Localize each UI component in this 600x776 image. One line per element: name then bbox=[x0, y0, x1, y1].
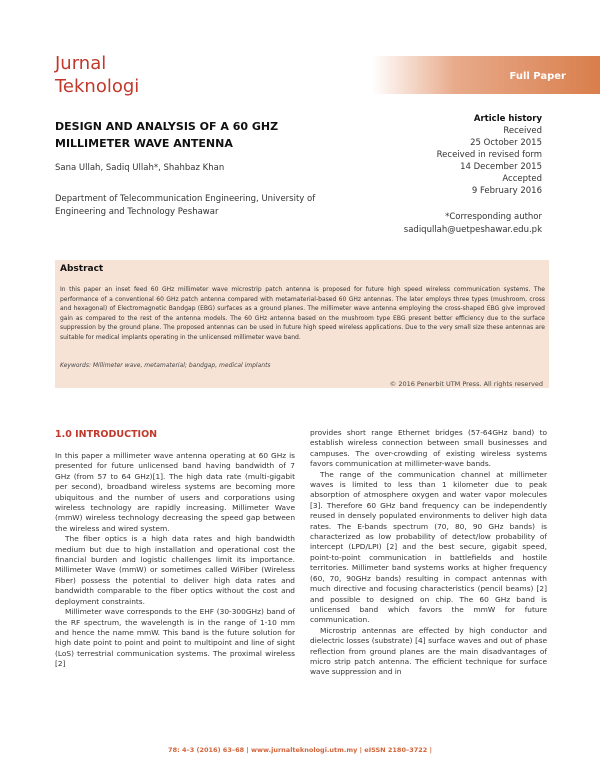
history-line: 14 December 2015 bbox=[460, 162, 542, 172]
paper-title: DESIGN AND ANALYSIS OF A 60 GHZ MILLIMETER WAVE ANTENNA bbox=[55, 120, 279, 150]
author-list: Sana Ullah, Sadiq Ullah*, Shahbaz Khan bbox=[55, 163, 225, 173]
journal-name-line2: Teknologi bbox=[55, 76, 140, 97]
history-line: Received in revised form bbox=[436, 150, 542, 160]
paragraph: The fiber optics is a high data rates and high bandwidth medium but due to high installation and operational cost the financial burden and logistic challenges limit its importance. Millimeter Wave (mmW) or sometimes called WiFiber (Wireless Fiber) possess the potential to deliver high data rates and bandwidth comparable to the fiber optics without the cost and deployment constraints. bbox=[55, 534, 295, 606]
paragraph: provides short range Ethernet bridges (57-64GHz band) to establish wireless connection between small businesses and campuses. The over-crowding of existing wireless systems favors communication at millimeter-wave bands. bbox=[310, 428, 547, 469]
corresponding-label: *Corresponding author bbox=[445, 212, 542, 222]
journal-logo bbox=[55, 52, 139, 98]
history-line: Received bbox=[503, 126, 542, 136]
abstract-text: In this paper an inset feed 60 GHz millimeter wave microstrip patch antenna is proposed for future high speed wireless communication systems. The performance of a conventional 60 GHz patch antenna compared with metamaterial-based 60 GHz antennas. The later employs three types (mushroom, cross and hexagonal) of Electromagnetic Bandgap (EBG) surfaces as a ground planes. The millimeter wave antenna employing the cross-shaped EBG give improved gain as compared to the rest of the antenna models. The 60 GHz antenna based on the mushroom type EBG present better efficiency due to the surface suppression by the ground plane. The proposed antennas can be used in future high speed wireless applications. Due to the very small size these antennas are suitable for medical implants operating in the unlicensed millimeter wave band. bbox=[60, 286, 545, 341]
page-footer: 78: 4–3 (2016) 63–68 | www.jurnalteknologi.utm.my | eISSN 2180–3722 | bbox=[168, 746, 432, 754]
full-paper-badge: Full Paper bbox=[509, 71, 566, 82]
paragraph: In this paper a millimeter wave antenna operating at 60 GHz is presented for future unlicensed band having bandwidth of 7 GHz (from 57 to 64 GHz)[1]. The high data rate (multi-gigabit per second), broadband wireless systems are becoming more ubiquitous and the number of users and corporations using wireless technology are rapidly increasing. Millimeter Wave (mmW) wireless technology decreasing the speed gap between the wireless and wired system. bbox=[55, 451, 295, 533]
right-column bbox=[310, 428, 547, 678]
corresponding-author bbox=[342, 211, 542, 237]
article-history bbox=[372, 113, 542, 197]
paragraph: The range of the communication channel at millimeter waves is limited to less than 1 kilometer due to peak absorption of atmosphere oxygen and water vapor molecules [3]. Therefore 60 GHz band frequency can be independently reused in densely populated environments to deliver high data rates. The E-bands spectrum (70, 80, 90 GHz bands) is characterized as low probability of detect/low probability of intercept (LPD/LPI) [2] and the best secure, gigabit speed, point-to-point communication in battlefields and hostile territories. Millimeter band systems works at higher frequency (60, 70, 90GHz bands) resulting in compact antennas with much directive and focusing characteristics (pencil beams) [2] and possible to designed on chip. The 60 GHz band is unlicensed band which favors the mmW for future communication. bbox=[310, 469, 547, 625]
journal-name-line1: Jurnal bbox=[55, 53, 107, 74]
history-line: 25 October 2015 bbox=[470, 138, 542, 148]
paragraph: Microstrip antennas are effected by high conductor and dielectric losses (substrate) [4] surface waves and out of phase reflection from ground planes are the main disadvantages of micro strip patch antenna. The efficient technique for surface wave suppression and in bbox=[310, 625, 547, 677]
article-history-heading: Article history bbox=[473, 114, 542, 124]
history-line: 9 February 2016 bbox=[471, 186, 542, 196]
corresponding-email[interactable]: sadiqullah@uetpeshawar.edu.pk bbox=[403, 225, 542, 235]
keywords: Keywords: Millimeter wave, metamaterial; bandgap, medical implants bbox=[60, 362, 271, 369]
copyright: © 2016 Penerbit UTM Press. All rights reserved bbox=[389, 380, 543, 388]
paragraph: Millimeter wave corresponds to the EHF (30-300GHz) band of the RF spectrum, the wavelength is in the range of 1-10 mm and hence the name mmW. This band is the future solution for high date point to point and point to multipoint and line of sight (LoS) terrestrial communication systems. The proximal wireless [2] bbox=[55, 607, 295, 669]
left-column bbox=[55, 451, 295, 670]
abstract-heading: Abstract bbox=[60, 264, 104, 274]
affiliation: Department of Telecommunication Engineering, University of Engineering and Technology Peshawar bbox=[55, 194, 316, 217]
section-heading: 1.0 INTRODUCTION bbox=[55, 429, 158, 440]
history-line: Accepted bbox=[502, 174, 542, 184]
